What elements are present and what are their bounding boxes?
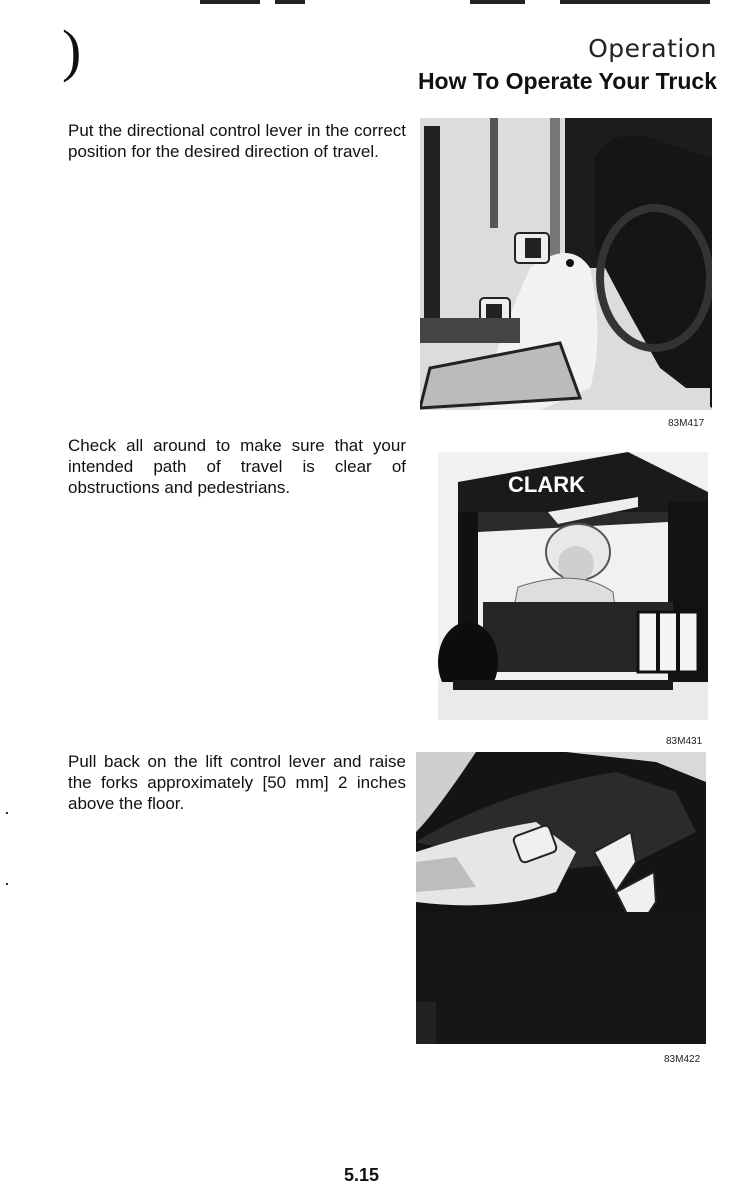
step-1-text: Put the directional control lever in the correct position for the desired direction of travel. — [68, 121, 406, 161]
section-title: Operation — [588, 34, 717, 63]
photo-caption: 83M431 — [666, 736, 703, 747]
operator-on-truck-photo — [438, 452, 708, 720]
margin-mark — [6, 812, 8, 814]
margin-mark — [6, 883, 8, 885]
directional-control-lever-photo — [420, 118, 712, 410]
scan-artifact — [275, 0, 305, 4]
photo-caption: 83M422 — [664, 1054, 701, 1065]
scan-artifact — [200, 0, 260, 4]
scan-artifact — [470, 0, 525, 4]
step-2-text: Check all around to make sure that your intended path of travel is clear of obstructions and pedestrians. — [68, 436, 406, 497]
page-number: 5.15 — [344, 1165, 380, 1185]
page-heading: How To Operate Your Truck — [417, 68, 717, 94]
scan-artifact — [560, 0, 710, 4]
photo-caption: 83M417 — [668, 418, 705, 429]
overhead-guard-brand-label: CLARK — [508, 472, 585, 497]
lift-control-lever-photo — [416, 752, 706, 1044]
binding-mark-icon: ) — [62, 18, 82, 83]
step-3-text: Pull back on the lift control lever and raise the forks approximately [50 mm] 2 inches above the floor. — [68, 752, 406, 813]
